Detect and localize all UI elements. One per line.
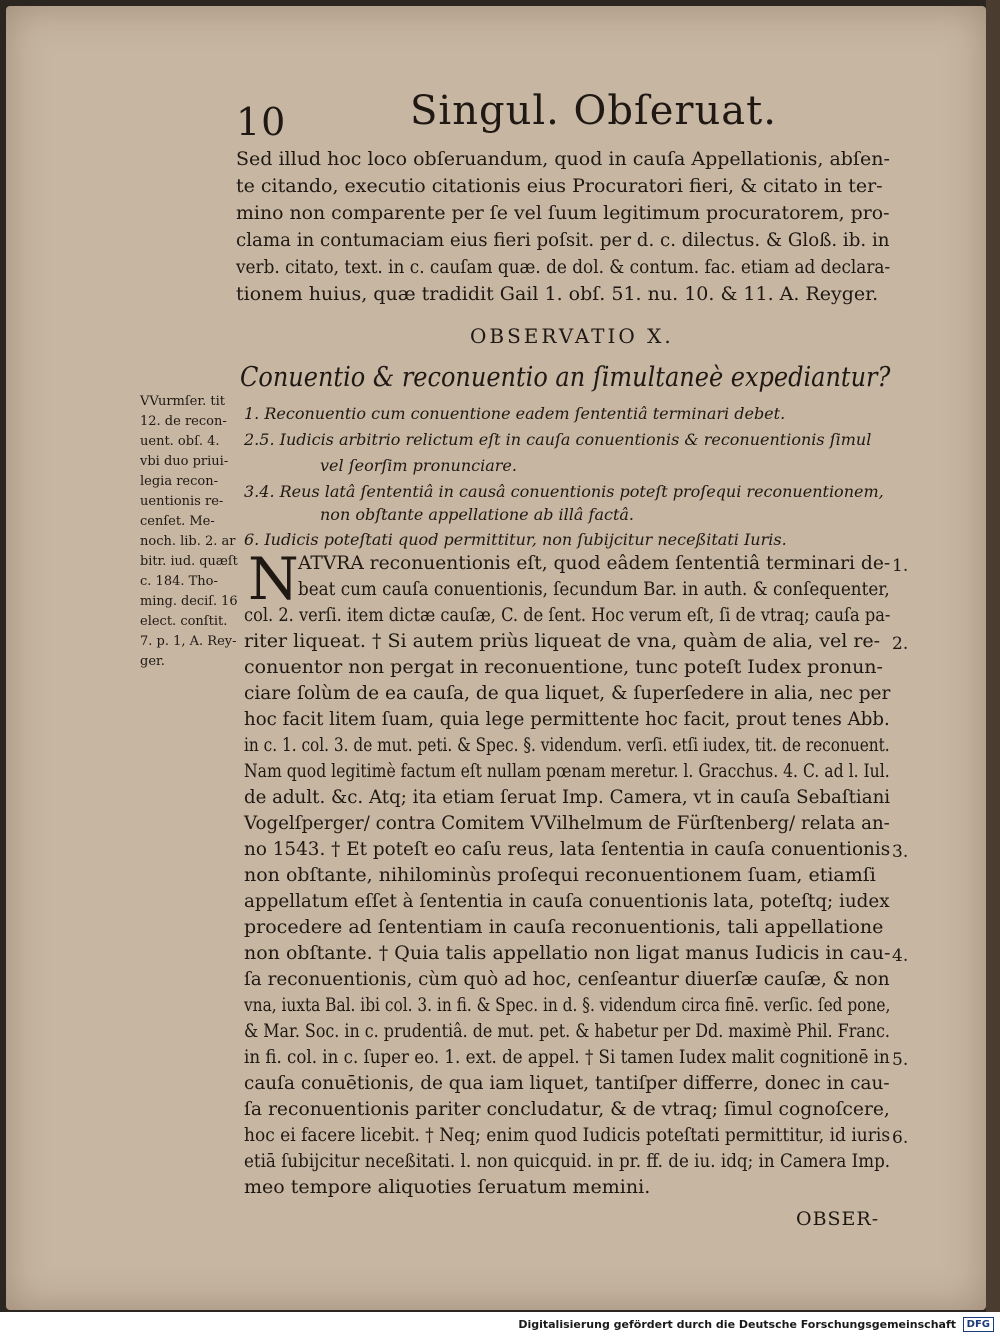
intro-line: mino non comparente per ſe vel ſuum legitimum procuratorem, pro- [236, 202, 890, 224]
digitization-footer [0, 1312, 1000, 1338]
body-line: & Mar. Soc. in c. prudentiâ. de mut. pet. & habetur per Dd. maximè Phil. Franc. [244, 1020, 890, 1042]
side-note-line: bitr. iud. quæſt [140, 554, 238, 569]
side-note-line: c. 184. Tho- [140, 574, 218, 589]
observation-title: Conuentio & reconuentio an ſimultaneè expediantur? [240, 362, 891, 393]
side-note-line: uent. obſ. 4. [140, 434, 220, 449]
body-line: appellatum eſſet à ſententia in cauſa conuentionis lata, poteſtq; iudex [244, 890, 890, 912]
observation-heading: OBSERVATIO X. [470, 324, 674, 348]
body-line: de adult. &c. Atq; ita etiam ſeruat Imp. Camera, vt in cauſa Sebaſtiani [244, 786, 891, 808]
margin-number: 6. [892, 1128, 909, 1148]
summary-item: 1. Reconuentio cum conuentione eadem ſententiâ terminari debet. [244, 404, 786, 423]
summary-item: 2.5. Iudicis arbitrio relictum eſt in cauſa conuentionis & reconuentionis ſimul [244, 430, 872, 449]
intro-line: verb. citato, text. in c. cauſam quæ. de dol. & contum. fac. etiam ad declara- [236, 256, 891, 278]
body-line: in c. 1. col. 3. de mut. peti. & Spec. §. videndum. verſi. etſi iudex, tit. de reconuent. [244, 734, 890, 756]
summary-item: 3.4. Reus latâ ſententiâ in causâ conuentionis poteſt proſequi reconuentionem, [244, 482, 884, 501]
body-line: ciare ſolùm de ea cauſa, de qua liquet, & ſuperſedere in alia, nec per [244, 682, 891, 704]
side-note-line: vbi duo priui- [140, 454, 229, 469]
margin-number: 5. [892, 1050, 909, 1070]
body-line: non obſtante, nihilominùs proſequi reconuentionem ſuam, etiamſi [244, 864, 876, 886]
side-note-line: legia recon- [140, 474, 218, 489]
body-line: riter liqueat. † Si autem priùs liqueat de vna, quàm de alia, vel re- [244, 630, 881, 652]
body-line: hoc facit litem ſuam, quia lege permittente hoc facit, prout tenes Abb. [244, 708, 890, 730]
intro-line: tionem huius, quæ tradidit Gail 1. obſ. 51. nu. 10. & 11. A. Reyger. [236, 283, 879, 305]
body-line: ſa reconuentionis, cùm quò ad hoc, cenſeantur diuerſæ cauſæ, & non [244, 968, 890, 990]
margin-number: 3. [892, 842, 909, 862]
side-note-line: uentionis re- [140, 494, 224, 509]
side-note-line: noch. lib. 2. ar [140, 534, 236, 549]
side-note-line: elect. conſtit. [140, 614, 228, 629]
intro-line: Sed illud hoc loco obſeruandum, quod in cauſa Appellationis, abſen- [236, 148, 890, 170]
funding-credit: Digitalisierung gefördert durch die Deutsche Forschungsgemeinschaft [518, 1318, 956, 1331]
margin-number: 1. [892, 556, 909, 576]
summary-item: 6. Iudicis poteſtati quod permittitur, non ſubijcitur neceßitati Iuris. [244, 530, 787, 549]
intro-line: clama in contumaciam eius fieri poſsit. per d. c. dilectus. & Gloß. ib. in [236, 229, 890, 251]
dfg-logo: DFG [963, 1317, 994, 1332]
summary-item: vel ſeorſim pronunciare. [320, 456, 517, 475]
body-line: non obſtante. † Quia talis appellatio non ligat manus Iudicis in cau- [244, 942, 891, 964]
running-title: Singul. Obſeruat. [410, 88, 777, 134]
body-line: procedere ad ſententiam in cauſa reconuentionis, tali appellatione [244, 916, 884, 938]
side-note-line: 12. de recon- [140, 414, 227, 429]
body-line: Vogelſperger/ contra Comitem VVilhelmum de Fürſtenberg/ relata an- [244, 812, 890, 834]
body-line: ſa reconuentionis pariter concludatur, & de vtraq; ſimul cognoſcere, [244, 1098, 890, 1120]
body-line: etiā ſubijcitur neceßitati. l. non quicquid. in pr. ff. de iu. idq; in Camera Imp. [244, 1150, 891, 1172]
body-line: conuentor non pergat in reconuentione, tunc poteſt Iudex pronun- [244, 656, 883, 678]
page-number: 10 [236, 100, 287, 144]
body-line: in fi. col. in c. ſuper eo. 1. ext. de appel. † Si tamen Iudex malit cognitionē in [244, 1046, 890, 1068]
side-note-line: ming. deciſ. 16 [140, 594, 238, 609]
body-line: no 1543. † Et poteſt eo caſu reus, lata ſententia in cauſa conuentionis [244, 838, 891, 860]
body-line: beat cum cauſa conuentionis, ſecundum Bar. in auth. & conſequenter, [298, 578, 890, 600]
side-note-line: 7. p. 1, A. Rey- [140, 634, 237, 649]
body-line: Nam quod legitimè factum eſt nullam pœnam meretur. l. Gracchus. 4. C. ad l. Iul. [244, 760, 890, 782]
summary-item: non obſtante appellatione ab illâ factâ. [320, 505, 635, 524]
margin-number: 4. [892, 946, 909, 966]
body-line: hoc ei facere licebit. † Neq; enim quod Iudicis poteſtati permittitur, id iuris [244, 1124, 891, 1146]
side-note-line: cenſet. Me- [140, 514, 215, 529]
body-line: cauſa conuētionis, de qua iam liquet, tantiſper differre, donec in cau- [244, 1072, 890, 1094]
body-line: meo tempore aliquoties ſeruatum memini. [244, 1176, 651, 1198]
book-spine [986, 0, 1000, 1312]
side-note-line: VVurmſer. tit [140, 394, 226, 409]
body-line: vna, iuxta Bal. ibi col. 3. in fi. & Spec. in d. §. videndum circa finē. verſic. ſed pone, [244, 994, 891, 1016]
body-line: ATVRA reconuentionis eſt, quod eâdem ſententiâ terminari de- [298, 552, 891, 574]
side-note-line: ger. [140, 654, 165, 669]
catchword: OBSER- [796, 1208, 880, 1230]
margin-number: 2. [892, 634, 909, 654]
intro-line: te citando, executio citationis eius Procuratori fieri, & citato in ter- [236, 175, 883, 197]
drop-cap: N [248, 545, 299, 613]
body-line: col. 2. verſi. item dictæ cauſæ, C. de ſent. Hoc verum eſt, ſi de vtraq; cauſa pa- [244, 604, 891, 626]
